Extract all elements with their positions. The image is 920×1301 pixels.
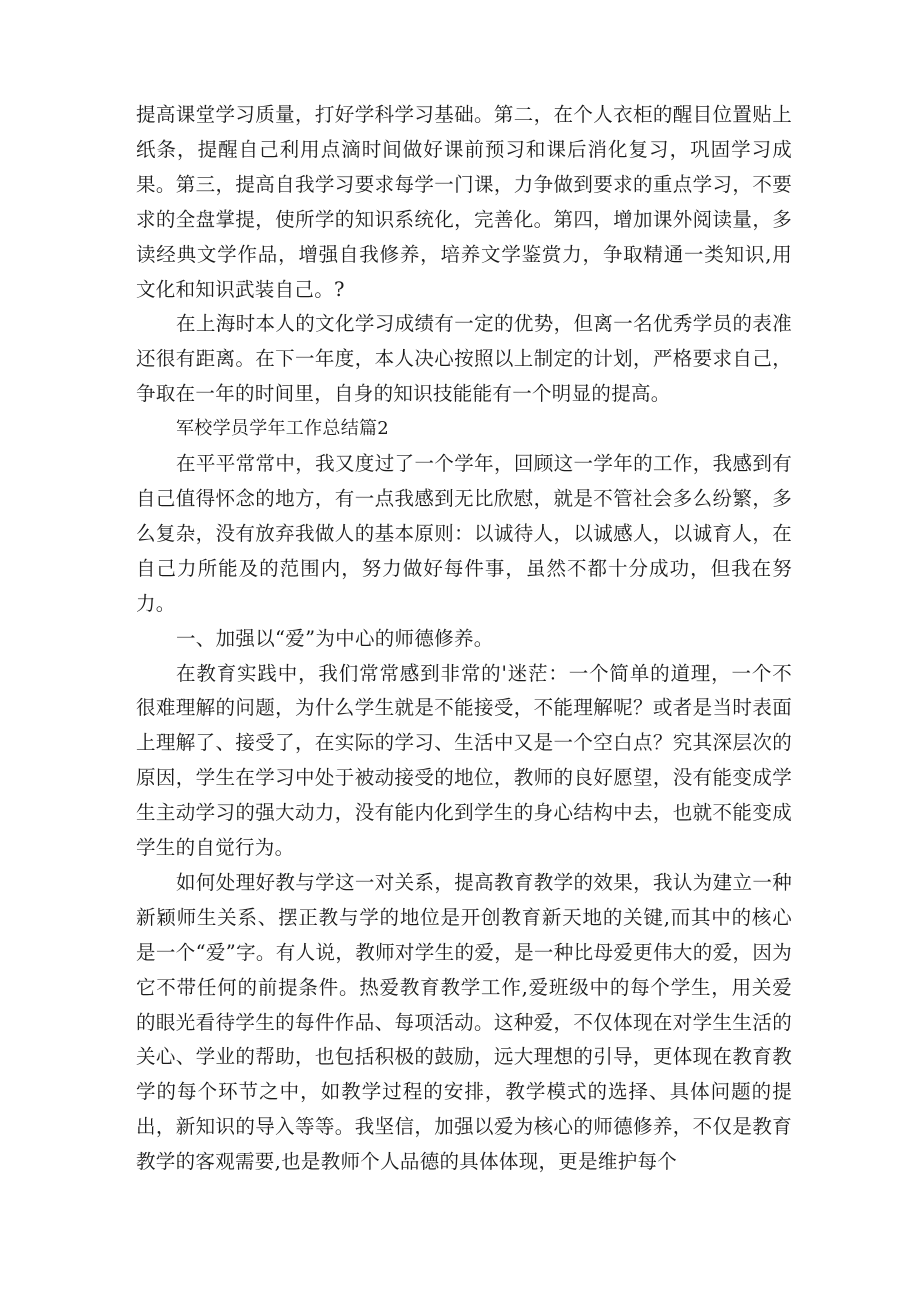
- paragraph-teaching-practice: 在教育实践中，我们常常感到非常的'迷茫：一个简单的道理，一个不很难理解的问题，为什么学生就是不能接受，不能理解呢？或者是当时表面上理解了、接受了，在实际的学习、生活中又是一个空白点？究其深层次的原因，学生在学习中处于被动接受的地位，教师的良好愿望，没有能变成学生主动学习的强大动力，没有能内化到学生的身心结构中去，也就不能变成学生的自觉行为。: [136, 661, 792, 860]
- paragraph-study-plan: 提高课堂学习质量，打好学科学习基础。第二，在个人衣柜的醒目位置贴上纸条，提醒自己利用点滴时间做好课前预习和课后消化复习，巩固学习成果。第三，提高自我学习要求每学一门课，力争做到要求的重点学习，不要求的全盘掌提，使所学的知识系统化，完善化。第四，增加课外阅读量，多读经典文学作品，增强自我修养，培养文学鉴赏力，争取精通一类知识,用文化和知识武装自己。?: [136, 103, 792, 301]
- paragraph-year-review: 在平平常常中，我又度过了一个学年，回顾这一学年的工作，我感到有自己值得怀念的地方，有一点我感到无比欣慰，就是不管社会多么纷繁，多么复杂，没有放弃我做人的基本原则：以诚待人，以诚感人，以诚育人，在自己力所能及的范围内，努力做好每件事，虽然不都十分成功，但我在努力。: [136, 452, 792, 615]
- subheading-ethics: 一、加强以“爱”为中心的师德修养。: [176, 626, 494, 650]
- paragraph-teacher-student: 如何处理好教与学这一对关系，提高教育教学的效果，我认为建立一种新颖师生关系、摆正教与学的地位是开创教育新天地的关键,而其中的核心是一个“爱”字。有人说，教师对学生的爱，是一种比母爱更伟大的爱，因为它不带任何的前提条件。热爱教育教学工作,爱班级中的每个学生，用关爱的眼光看待学生的每件作品、每项活动。这种爱，不仅体现在对学生生活的关心、学业的帮助，也包括积极的鼓励，远大理想的引导，更体现在教育教学的每个环节之中，如教学过程的安排，教学模式的选择、具体问题的提出，新知识的导入等等。我坚信，加强以爱为核心的师德修养，不仅是教育教学的客观需要,也是教师个人品德的具体体现，更是维护每个: [136, 870, 792, 1174]
- document-page: [136, 98, 792, 1180]
- paragraph-resolution: 在上海时本人的文化学习成绩有一定的优势，但离一名优秀学员的表准还很有距离。在下一年度，本人决心按照以上制定的计划，严格要求自己，争取在一年的时间里，自身的知识技能能有一个明显的提高。: [136, 312, 792, 406]
- section-heading: 军校学员学年工作总结篇2: [176, 418, 390, 440]
